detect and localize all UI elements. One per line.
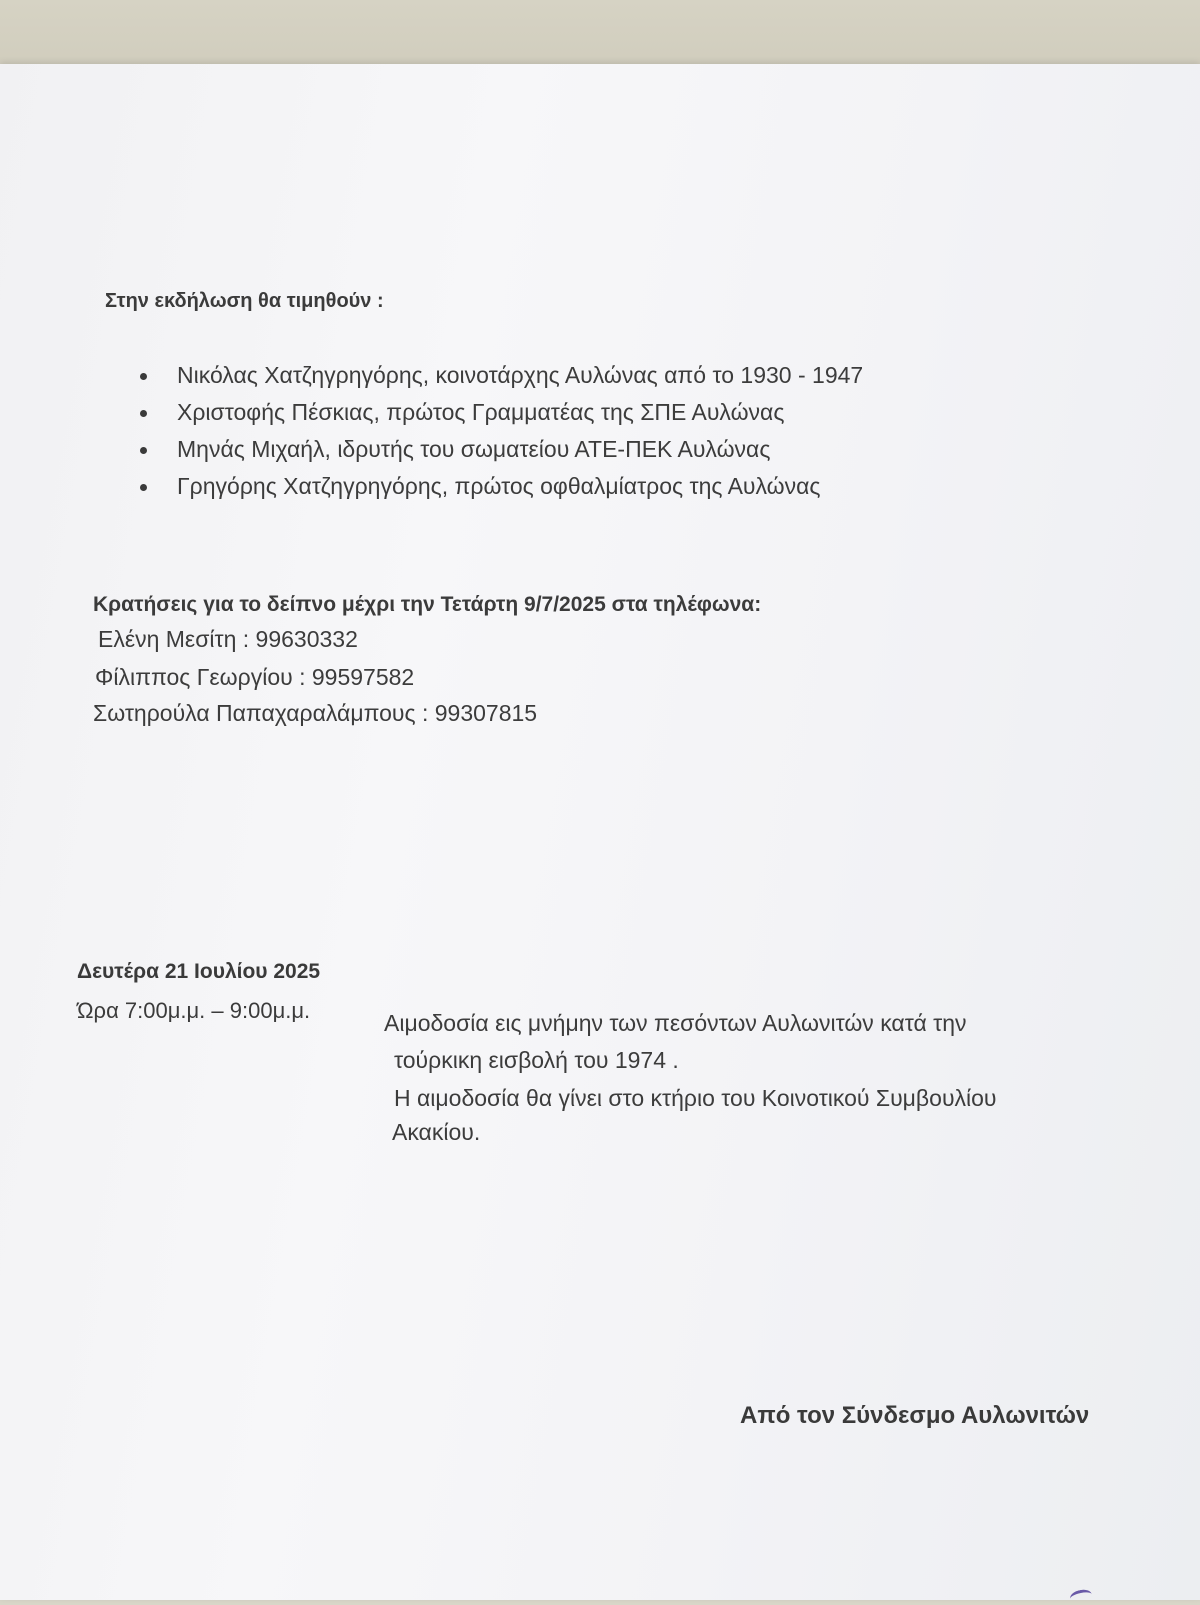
list-item (140, 397, 863, 434)
event-date: Δευτέρα 21 Ιουλίου 2025 (77, 960, 321, 983)
event-description-line: τούρκικη εισβολή του 1974 . (394, 1047, 679, 1073)
reservations-heading: Κρατήσεις για το δείπνο μέχρι την Τετάρτη 9/7/2025 στα τηλέφωνα: (93, 593, 762, 616)
contact-line: Φίλιππος Γεωργίου : 99597582 (95, 664, 415, 690)
honoree-text: Νικόλας Χατζηγρηγόρης, κοινοτάρχης Αυλώνας από το 1930 - 1947 (177, 362, 864, 388)
event-description-line: Ακακίου. (392, 1119, 481, 1145)
event-time: Ώρα 7:00μ.μ. – 9:00μ.μ. (77, 998, 311, 1023)
signature-line: Από τον Σύνδεσμο Αυλωνιτών (740, 1402, 1090, 1429)
honoree-list (140, 360, 863, 508)
honors-heading: Στην εκδήλωση θα τιμηθούν : (105, 290, 384, 312)
list-item (140, 434, 863, 471)
bullet-icon (140, 410, 147, 417)
honoree-text: Χριστοφής Πέσκιας, πρώτος Γραμματέας της ΣΠΕ Αυλώνας (177, 399, 785, 425)
bullet-icon (140, 373, 147, 380)
contact-line: Σωτηρούλα Παπαχαραλάμπους : 99307815 (93, 700, 538, 726)
list-item (140, 360, 863, 397)
honoree-text: Μηνάς Μιχαήλ, ιδρυτής του σωματείου ΑΤΕ-ΠΕΚ Αυλώνας (177, 436, 771, 462)
event-description-line: Η αιμοδοσία θα γίνει στο κτήριο του Κοινοτικού Συμβουλίου (394, 1085, 997, 1111)
honoree-text: Γρηγόρης Χατζηγρηγόρης, πρώτος οφθαλμίατρος της Αυλώνας (177, 473, 821, 499)
contact-line: Ελένη Μεσίτη : 99630332 (98, 626, 358, 652)
list-item (140, 471, 863, 508)
bullet-icon (140, 447, 147, 454)
event-description-line: Αιμοδοσία εις μνήμην των πεσόντων Αυλωνιτών κατά την (384, 1010, 967, 1036)
bullet-icon (140, 484, 147, 491)
